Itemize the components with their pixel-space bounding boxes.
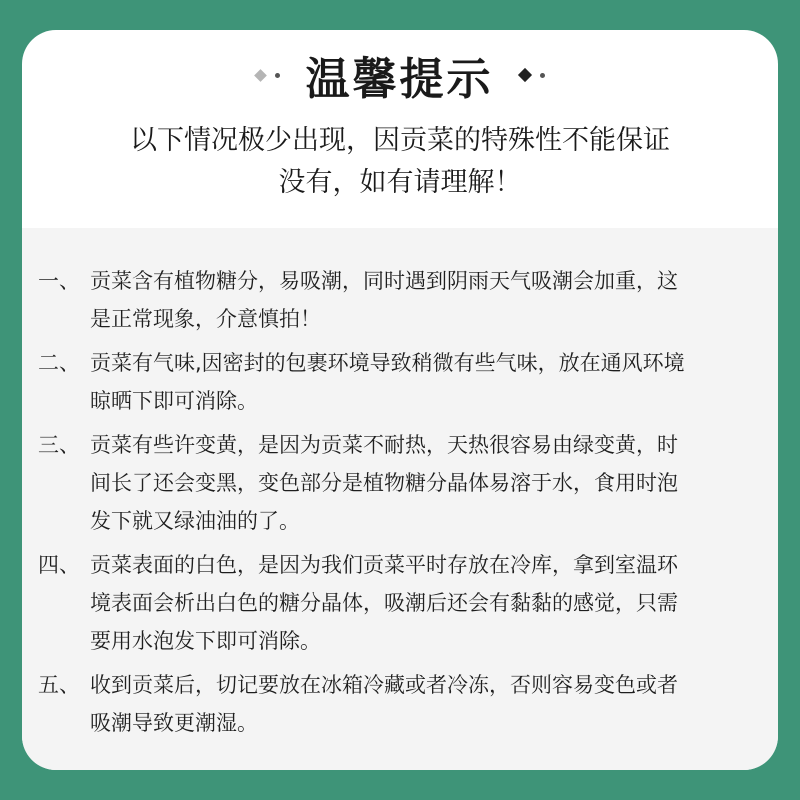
- item-number: 二、: [38, 351, 80, 375]
- diamond-icon: [254, 69, 267, 82]
- list-item: [38, 344, 778, 420]
- item-text: 贡菜含有植物糖分，易吸潮，同时遇到阴雨天气吸潮会加重，这: [90, 269, 678, 293]
- item-number: 一、: [38, 269, 80, 293]
- item-text: 贡菜有气味,因密封的包裹环境导致稍微有些气味，放在通风环境: [90, 351, 685, 375]
- dot-icon: [540, 73, 545, 78]
- subtitle-line: 没有，如有请理解！: [278, 167, 522, 198]
- item-number: 四、: [38, 553, 80, 577]
- item-text: 吸潮导致更潮湿。: [90, 711, 258, 735]
- list-item: [38, 666, 778, 742]
- item-text: 间长了还会变黑，变色部分是植物糖分晶体易溶于水，食用时泡: [90, 471, 678, 495]
- title-row: [22, 40, 778, 110]
- item-number: 五、: [38, 673, 80, 697]
- item-text: 收到贡菜后，切记要放在冰箱冷藏或者冷冻，否则容易变色或者: [90, 673, 678, 697]
- subtitle: [22, 120, 778, 204]
- diamond-icon: [517, 68, 531, 82]
- list-item: [38, 262, 778, 338]
- list-item: [38, 426, 778, 540]
- left-ornament: [256, 71, 280, 80]
- item-text: 贡菜表面的白色，是因为我们贡菜平时存放在冷库，拿到室温环: [90, 553, 678, 577]
- item-text: 晾晒下即可消除。: [90, 389, 258, 413]
- item-text: 发下就又绿油油的了。: [90, 509, 300, 533]
- notice-card: [22, 30, 778, 770]
- notes-panel: [22, 228, 778, 770]
- right-ornament: [520, 70, 545, 80]
- item-text: 要用水泡发下即可消除。: [90, 629, 321, 653]
- dot-icon: [275, 73, 280, 78]
- notes-list: [38, 262, 778, 748]
- item-text: 境表面会析出白色的糖分晶体，吸潮后还会有黏黏的感觉，只需: [90, 591, 678, 615]
- page-title: 温馨提示: [305, 54, 494, 105]
- item-text: 贡菜有些许变黄，是因为贡菜不耐热，天热很容易由绿变黄，时: [90, 433, 678, 457]
- list-item: [38, 546, 778, 660]
- item-number: 三、: [38, 433, 80, 457]
- subtitle-line: 以下情况极少出现，因贡菜的特殊性不能保证: [130, 125, 670, 156]
- item-text: 是正常现象，介意慎拍！: [90, 307, 321, 331]
